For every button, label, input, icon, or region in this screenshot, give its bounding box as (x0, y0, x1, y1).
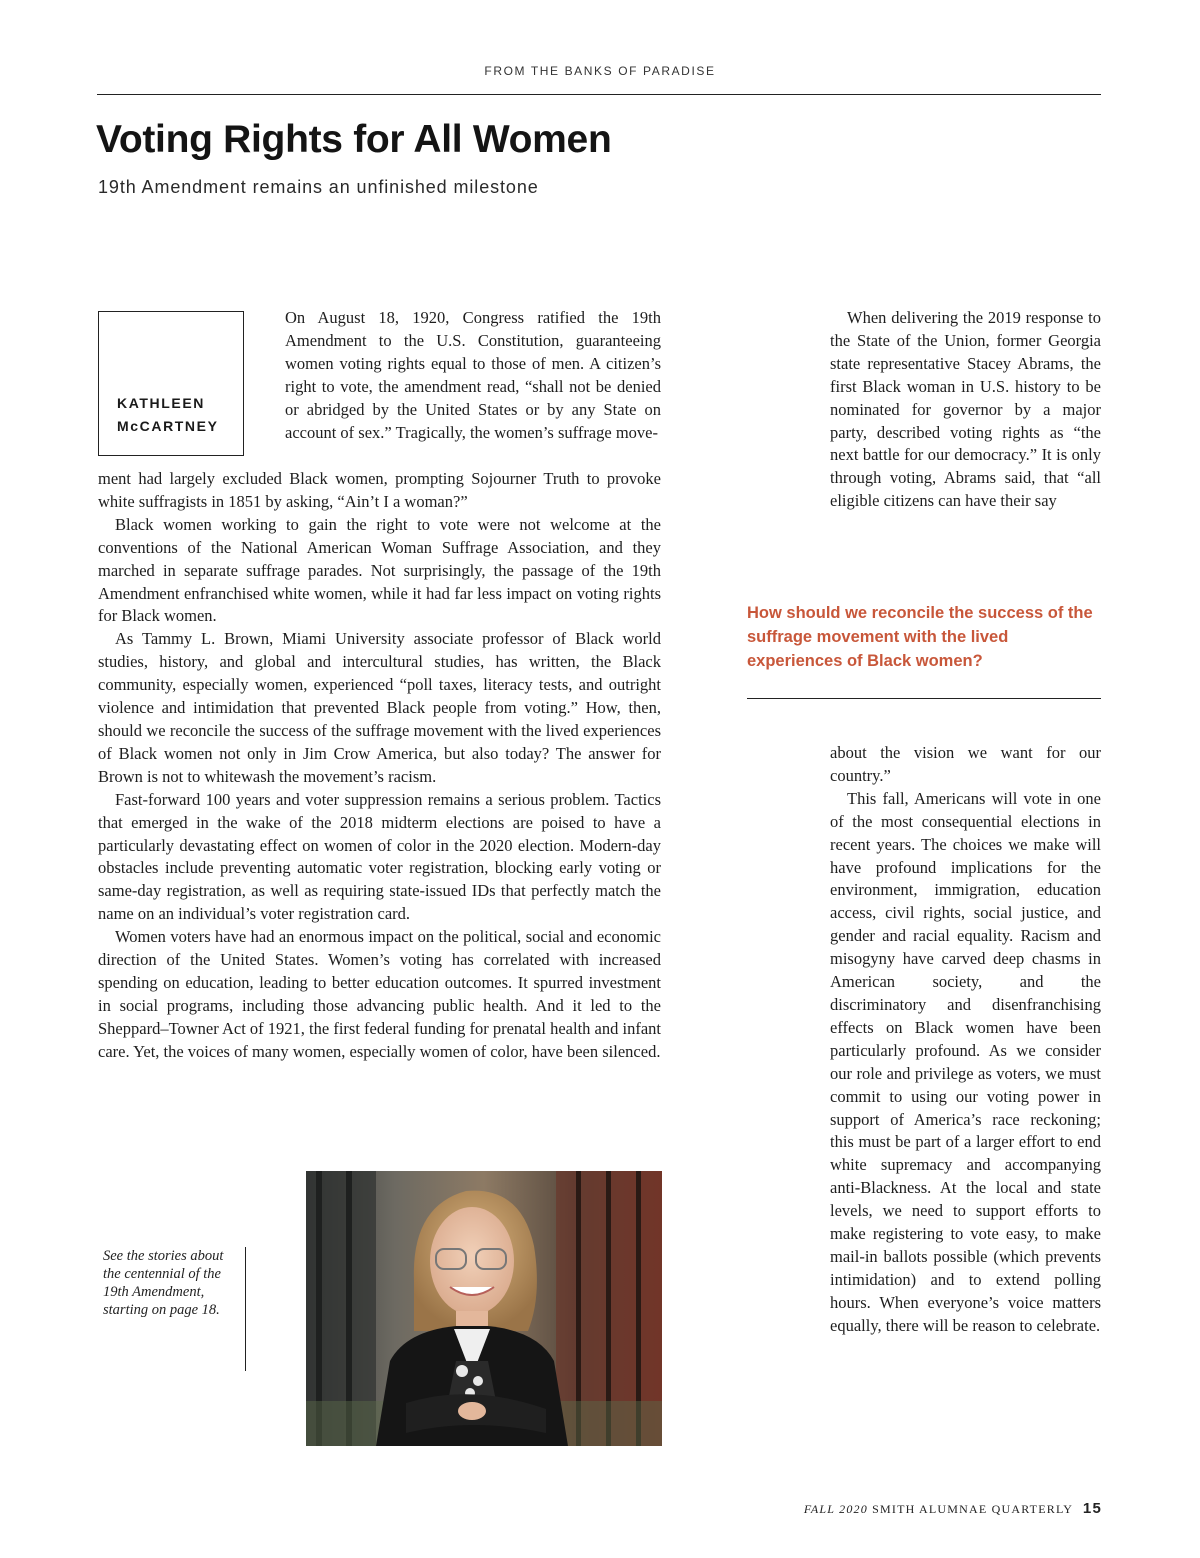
paragraph: Women voters have had an enormous impact on the political, social and economic direction of the United States. Women’s voting has correlated with increased spending on education, leading to better education outcomes. It spurred investment in social programs, including those advancing public health. And it led to the Sheppard–Towner Act of 1921, the first federal funding for prenatal health and infant care. Yet, the voices of many women, especially women of color, have been silenced. (98, 927, 661, 1061)
paragraph: When delivering the 2019 response to the State of the Union, former Georgia state representative Stacey Abrams, the first Black woman in U.S. history to be nominated for governor by a major party, described voting rights as “the next battle for our democracy.” It is only through voting, Abrams said, that “all eligible citizens can have their say (830, 308, 1101, 511)
article-left-column (98, 468, 661, 1064)
page-footer (804, 1500, 1102, 1517)
byline-name (117, 392, 219, 438)
article-right-column-bottom (830, 742, 1101, 1338)
issue-date: FALL 2020 (803, 1502, 868, 1516)
side-note: See the stories about the centennial of the 19th Amendment, starting on page 18. (103, 1248, 224, 1318)
page-number: 15 (1082, 1500, 1102, 1517)
byline-first-name: KATHLEEN (117, 395, 205, 411)
pull-quote-rule (747, 698, 1101, 699)
paragraph-continued: ment had largely excluded Black women, prompting Sojourner Truth to provoke white suffragists in 1851 by asking, “Ain’t I a woman?” (98, 469, 661, 511)
byline-box (98, 311, 244, 456)
article-title: Voting Rights for All Women (96, 118, 612, 161)
side-note-rule (245, 1247, 246, 1371)
running-head: FROM THE BANKS OF PARADISE (484, 64, 716, 78)
paragraph: As Tammy L. Brown, Miami University associate professor of Black world studies, history, and global and intercultural studies, has written, the Black community, especially women, experienced “poll taxes, literacy tests, and outright violence and intimidation that prevented Black people from voting.” How, then, should we reconcile the success of the suffrage movement with the lived experiences of Black women not only in Jim Crow America, but also today? The answer for Brown is not to whitewash the movement’s racism. (98, 629, 661, 786)
paragraph: Fast-forward 100 years and voter suppression remains a serious problem. Tactics that emerged in the wake of the 2018 midterm elections are poised to have a particularly devastating effect on women of color in the 2020 election. Modern-day obstacles include preventing automatic voter registration, blocking early voting or same-day registration, as well as requiring state-issued IDs that perfectly match the name on an individual’s voter registration card. (98, 789, 661, 924)
paragraph: This fall, Americans will vote in one of the most consequential elections in recent years. The choices we make will have profound implications for the environment, immigration, education access, civil rights, social justice, and gender and racial equality. Racism and misogyny have carved deep chasms in American society, and the discriminatory and disenfranchising effects on Black women have been particularly profound. As we consider our role and privilege as voters, we must commit to using our voting power in support of America’s race reckoning; this must be part of a larger effort to end white supremacy and accompanying anti-Blackness. At the local and state levels, we need to support efforts to make registering to vote easy, to make mail-in ballots possible (which prevents intimidation) and to extend polling hours. When everyone’s voice matters equally, there will be reason to celebrate. (830, 788, 1101, 1335)
paragraph: Black women working to gain the right to vote were not welcome at the conventions of the National American Woman Suffrage Association, and they marched in separate suffrage parades. Not surprisingly, the passage of the 19th Amendment enfranchised white women, while it had far less impact on voting rights for Black women. (98, 514, 661, 626)
header-rule (97, 94, 1101, 95)
article-right-column-top (830, 307, 1101, 513)
pull-quote: How should we reconcile the success of the suffrage movement with the lived experiences of Black women? (747, 604, 1093, 670)
author-portrait (306, 1171, 662, 1446)
article-subtitle: 19th Amendment remains an unfinished milestone (98, 177, 539, 197)
paragraph-continued: about the vision we want for our country.” (830, 743, 1101, 785)
article-opening (285, 307, 661, 444)
paragraph-opening: On August 18, 1920, Congress ratified the 19th Amendment to the U.S. Constitution, guaranteeing women voting rights equal to those of men. A citizen’s right to vote, the amendment read, “shall not be denied or abridged by the United States or by any State on account of sex.” Tragically, the women’s suffrage move- (285, 308, 661, 442)
publication-name: SMITH ALUMNAE QUARTERLY (872, 1502, 1073, 1516)
portrait-photo (306, 1171, 662, 1446)
byline-last-name: McCARTNEY (117, 418, 219, 434)
